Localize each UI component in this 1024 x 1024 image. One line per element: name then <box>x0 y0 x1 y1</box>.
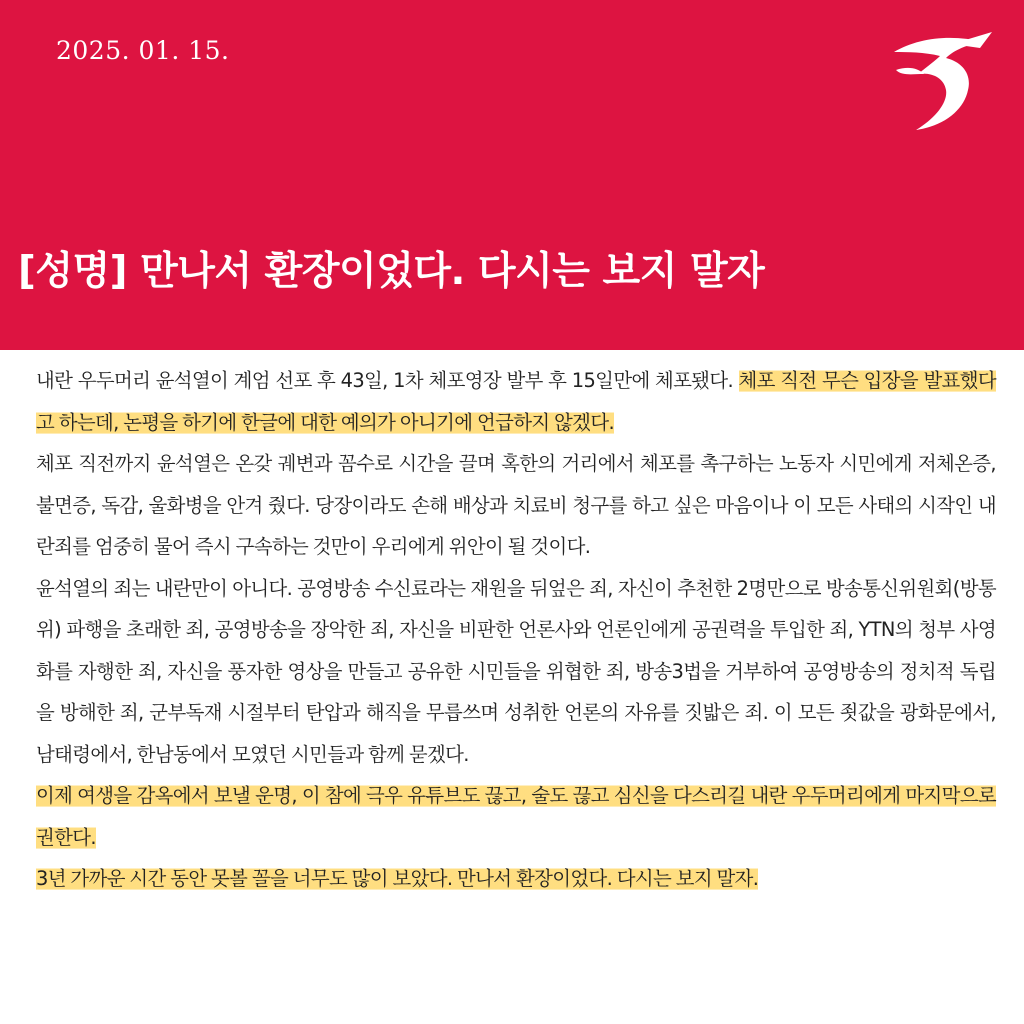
paragraph-5 <box>36 858 996 900</box>
statement-date: 2025. 01. 15. <box>56 36 230 65</box>
statement-title: [성명] 만나서 환장이었다. 다시는 보지 말자 <box>18 249 765 294</box>
paragraph-1 <box>36 360 996 443</box>
paragraph-3: 윤석열의 죄는 내란만이 아니다. 공영방송 수신료라는 재원을 뒤엎은 죄, 자신이 추천한 2명만으로 방송통신위원회(방통위) 파행을 초래한 죄, 공영방송을 장악한 죄, 자신을 비판한 언론사와 언론인에게 공권력을 투입한 죄, YTN의 청부 사영화를 자행한 죄, 자신을 풍자한 영상을 만들고 공유한 시민들을 위협한 죄, 방송3법을 거부하여 공영방송의 정치적 독립을 방해한 죄, 군부독재 시절부터 탄압과 해직을 무릅쓰며 성취한 언론의 자유를 짓밟은 죄. 이 모든 죗값을 광화문에서, 남태령에서, 한남동에서 모였던 시민들과 함께 묻겠다. <box>36 576 996 766</box>
paragraph-1-highlight: 체포 직전 무슨 입장을 발표했다고 하는데, 논평을 하기에 한글에 대한 예의가 아니기에 언급하지 않겠다. <box>36 369 996 434</box>
header-banner <box>0 0 1024 350</box>
paragraph-1-text: 내란 우두머리 윤석열이 계엄 선포 후 43일, 1차 체포영장 발부 후 15일만에 체포됐다. <box>36 369 739 392</box>
paragraph-4 <box>36 775 996 858</box>
paragraph-5-highlight: 3년 가까운 시간 동안 못볼 꼴을 너무도 많이 보았다. 만나서 환장이었다. 다시는 보지 말자. <box>36 867 759 890</box>
union-swallow-logo-icon <box>888 30 996 134</box>
paragraph-2: 체포 직전까지 윤석열은 온갖 궤변과 꼼수로 시간을 끌며 혹한의 거리에서 체포를 촉구하는 노동자 시민에게 저체온증, 불면증, 독감, 울화병을 안겨 줬다. 당장이라도 손해 배상과 치료비 청구를 하고 싶은 마음이나 이 모든 사태의 시작인 내란죄를 엄중히 물어 즉시 구속하는 것만이 우리에게 위안이 될 것이다. <box>36 452 996 558</box>
statement-body <box>36 360 996 900</box>
paragraph-4-highlight: 이제 여생을 감옥에서 보낼 운명, 이 참에 극우 유튜브도 끊고, 술도 끊고 심신을 다스리길 내란 우두머리에게 마지막으로 권한다. <box>36 784 996 849</box>
